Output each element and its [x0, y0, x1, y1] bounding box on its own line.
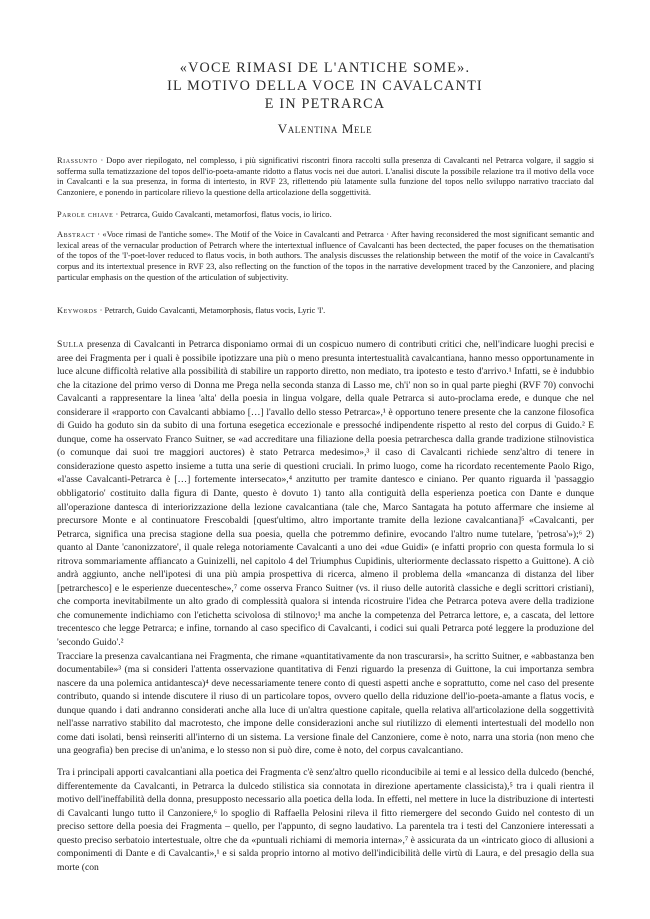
keywords-block: Keywords · Petrarch, Guido Cavalcanti, Metamorphosis, flatus vocis, Lyric 'I'. — [57, 306, 326, 315]
article-title-line-3: E IN PETRARCA — [264, 96, 386, 112]
body-paragraph-2: Tracciare la presenza cavalcantiana nei Fragmenta, che rimane «quantitativamente da non trascurarsi», ha scritto Suitner, e «abbastanza ben documentabile»³ (ma si consideri l'attenta osservazione quantitativa di Fenzi riguardo la presenza di Guittone, la cui importanza sembra nascere da una polemica antidantesca)⁴ deve necessariamente tenere conto di questi aspetti anche e soprattutto, come nel caso del presente contributo, quando si intende discutere il riuso di un particolare topos, ovvero quello della riduzione dell'io-poeta-amante a flatus vocis, e dunque quando i dati andranno considerati anche alla luce di un'altra questione capitale, quella relativa all'articolazione della soggettività nell'asse narrativo stabilito dal macrotesto, che impone delle considerazioni anche sul riutilizzo di elementi intertestuali del modello non come dati isolati, bensì reinseriti all'interno di un sistema. La versione finale del Canzoniere, come è noto, narra una storia (non meno che una geografia) ben precise di un'anima, e lo stesso non si può dire, come è noto, del corpus cavalcantiano. — [57, 650, 594, 757]
parole-chiave-block: Parole chiave · Petrarca, Guido Cavalcanti, metamorfosi, flatus vocis, io lirico. — [57, 210, 332, 219]
riassunto-text: Dopo aver riepilogato, nel complesso, i più significativi riscontri finora raccolti sulla presenza di Cavalcanti nel Petrarca volgare, il saggio si sofferma sulla tematizzazione del topos dell'io-poeta-amante ridotto a flatus vocis nei due autori. L'analisi discute la possibile relazione tra il motivo della voce in Cavalcanti e la sua presenza, in forma di intertesto, in RVF 23, riflettendo più latamente sulla funzione del topos nello sviluppo narrativo tracciato dal Canzoniere, e ponendo in particolare rilievo la questione della articolazione della soggettività. — [57, 156, 595, 198]
keywords-text: Petrarch, Guido Cavalcanti, Metamorphosis, flatus vocis, Lyric 'I'. — [104, 306, 326, 315]
abstract-block: Abstract · «Voce rimasi de l'antiche some». The Motif of the Voice in Cavalcanti and Petrarca · After having reconsidered the most significant semantic and lexical areas of the vernacular production of Petrarch where the intertextual influence of Cavalcanti has been dectected, the paper focuses on the thematisation of the topos of the 'I'-poet-lover reduced to flatus vocis, in both authors. The analysis discusses the relationship between the motif of the voice in Cavalcanti's corpus and its intertextual presence in RVF 23, also reflecting on the function of the topos in the narrative development traced by the Canzoniere, and placing particular emphasis on the question of the articulation of subjectivity. — [57, 230, 594, 282]
riassunto-label: Riassunto — [57, 156, 98, 165]
body-text — [57, 338, 594, 874]
abstract-label: Abstract — [57, 230, 95, 239]
body-paragraph-3: Tra i principali apporti cavalcantiani alla poetica dei Fragmenta c'è senz'altro quello riconducibile ai temi e al lessico della dulcedo (benché, differentemente da Cavalcanti, in Petrarca la dulcedo stilistica sia connotata in direzione apertamente classicista),⁵ tra i quali rientra il motivo dell'ineffabilità della donna, presupposto necessario alla poetica della loda. In effetti, nel mettere in luce la distribuzione di intertesti di Cavalcanti lungo tutto il Canzoniere,⁶ lo spoglio di Raffaella Pelosini rileva il fitto riemergere del secondo Guido nel contesto di un preciso settore della poesia dei Fragmenta – quello, per l'appunto, di segno laudativo. La parentela tra i testi del Canzoniere interessati a questo preciso serbatoio intertestuale, oltre che da «puntuali richiami di memoria interna»,⁷ è assicurata da un «intricato gioco di allusioni a componimenti di Dante e di Cavalcanti»,¹ e si salda proprio intorno al motivo dell'indicibilità delle virtù di Laura, e del presagio della sua morte (con — [57, 766, 594, 873]
keywords-label: Keywords — [57, 306, 98, 315]
parole-chiave-label: Parole chiave — [57, 210, 114, 219]
abstract-text: «Voce rimasi de l'antiche some». The Motif of the Voice in Cavalcanti and Petrarca · After having reconsidered the most significant semantic and lexical areas of the vernacular production of Petrarch where the intertextual influence of Cavalcanti has been dectected, the paper focuses on the thematisation of the topos of the 'I'-poet-lover reduced to flatus vocis, in both authors. The analysis discusses the relationship between the motif of the voice in Cavalcanti's corpus and its intertextual presence in RVF 23, also reflecting on the function of the topos in the narrative development traced by the Canzoniere, and placing particular emphasis on the question of the articulation of subjectivity. — [57, 230, 594, 282]
riassunto-separator: · — [97, 156, 107, 165]
body-lead-word: Sulla — [57, 339, 84, 350]
body-paragraph-1-text: presenza di Cavalcanti in Petrarca disponiamo ormai di un cospicuo numero di contributi critici che, nell'indicare luoghi precisi e aree dei Fragmenta per i quali è possibile ipotizzare una più o meno presunta intertestualità cavalcantiana, hanno messo opportunamente in luce alcune difficoltà relative alla possibilità di stabilire un rapporto diretto, non mediato, tra ipotesto e testo d'arrivo.¹ Infatti, se è indubbio che la citazione del primo verso di Donna me Prega nella seconda stanza di Lasso me, ch'i' non so in qual parte pieghi (RVF 70) convochi Cavalcanti a rappresentare la linea 'alta' della poesia in lingua volgare, della quale Petrarca si auto-proclama erede, e dunque che nel considerare il «rapporto con Cavalcanti abbiamo […] l'avallo dello stesso Petrarca»,¹ è opportuno tenere presente che la canzone filosofica di Guido ha goduto sin da subito di una fortuna esegetica eccezionale e pressoché indipendente rispetto al resto del corpus di Guido.² E dunque, come ha osservato Franco Suitner, se «ad accreditare una filiazione della poesia petrarchesca dalla grande tradizione stilnovistica (o comunque dai suoi tre maggiori auctores) è stato Petrarca medesimo»,³ il caso di Cavalcanti richiede senz'altro di tenere in considerazione questo aspetto insieme a tutta una serie di questioni cruciali. In primo luogo, come ha ricordato recentemente Paolo Rigo, «l'asse Cavalcanti-Petrarca è […] fortemente intersecato»,⁴ anzitutto per tramite dantesco e ciniano. Per quanto riguarda il 'passaggio obbligatorio' costituito dalla figura di Dante, questo è dovuto 1) tanto alla contiguità della esperienza poetica con Dante e dunque all'operazione dantesca di interiorizzazione della lezione cavalcantiana (tale che, Marco Santagata ha potuto affermare che insieme al precursore Monte e al continuatore Frescobaldi [quest'ultimo, altro importante tramite della lezione cavalcantiana]⁵ «Cavalcanti, per Petrarca, significa una precisa stagione della sua poesia, quella che potremmo definire, evocando l'altro nume tutelare, 'petrosa'»);⁶ 2) quanto al Dante 'canonizzatore', il quale relega notoriamente Cavalcanti a uno dei «due Guidi» (e infatti proprio con questa formula lo si ritrova sommariamente affiancato a Guinizelli, nel capitolo 4 del Triumphus Cupidinis, ulteriormente declassato rispetto a Guittone). A ciò andrà aggiunto, anche nell'ipotesi di una più ampia prospettiva di ricerca, almeno il problema della «mancanza di distanza del liber [petrarchesco] e le esperienze duecentesche»,⁷ come osserva Franco Suitner (vs. il riuso delle autorità classiche e degli scrittori cristiani), che comporta inevitabilmente un alto grado di complessità qualora si intenda ricostruire l'idea che Petrarca poteva avere della tradizione che comunemente indichiamo con l'etichetta scivolosa di stilnovo;¹ ma anche la competenza del Petrarca lettore, e, a cascata, del lettore trecentesco che legge Petrarca; e infine, tornando al caso specifico di Cavalcanti, i codici sui quali Petrarca poté leggere la produzione del 'secondo Guido'.² — [57, 339, 594, 649]
article-title-line-1: «VOCE RIMASI DE L'ANTICHE SOME». — [179, 60, 471, 76]
parole-chiave-text: Petrarca, Guido Cavalcanti, metamorfosi, flatus vocis, io lirico. — [120, 210, 332, 219]
article-title-line-2: IL MOTIVO DELLA VOCE IN CAVALCANTI — [167, 78, 483, 94]
article-author: Valentina Mele — [277, 121, 373, 136]
riassunto-block — [57, 156, 594, 199]
body-paragraph-1 — [57, 338, 594, 650]
